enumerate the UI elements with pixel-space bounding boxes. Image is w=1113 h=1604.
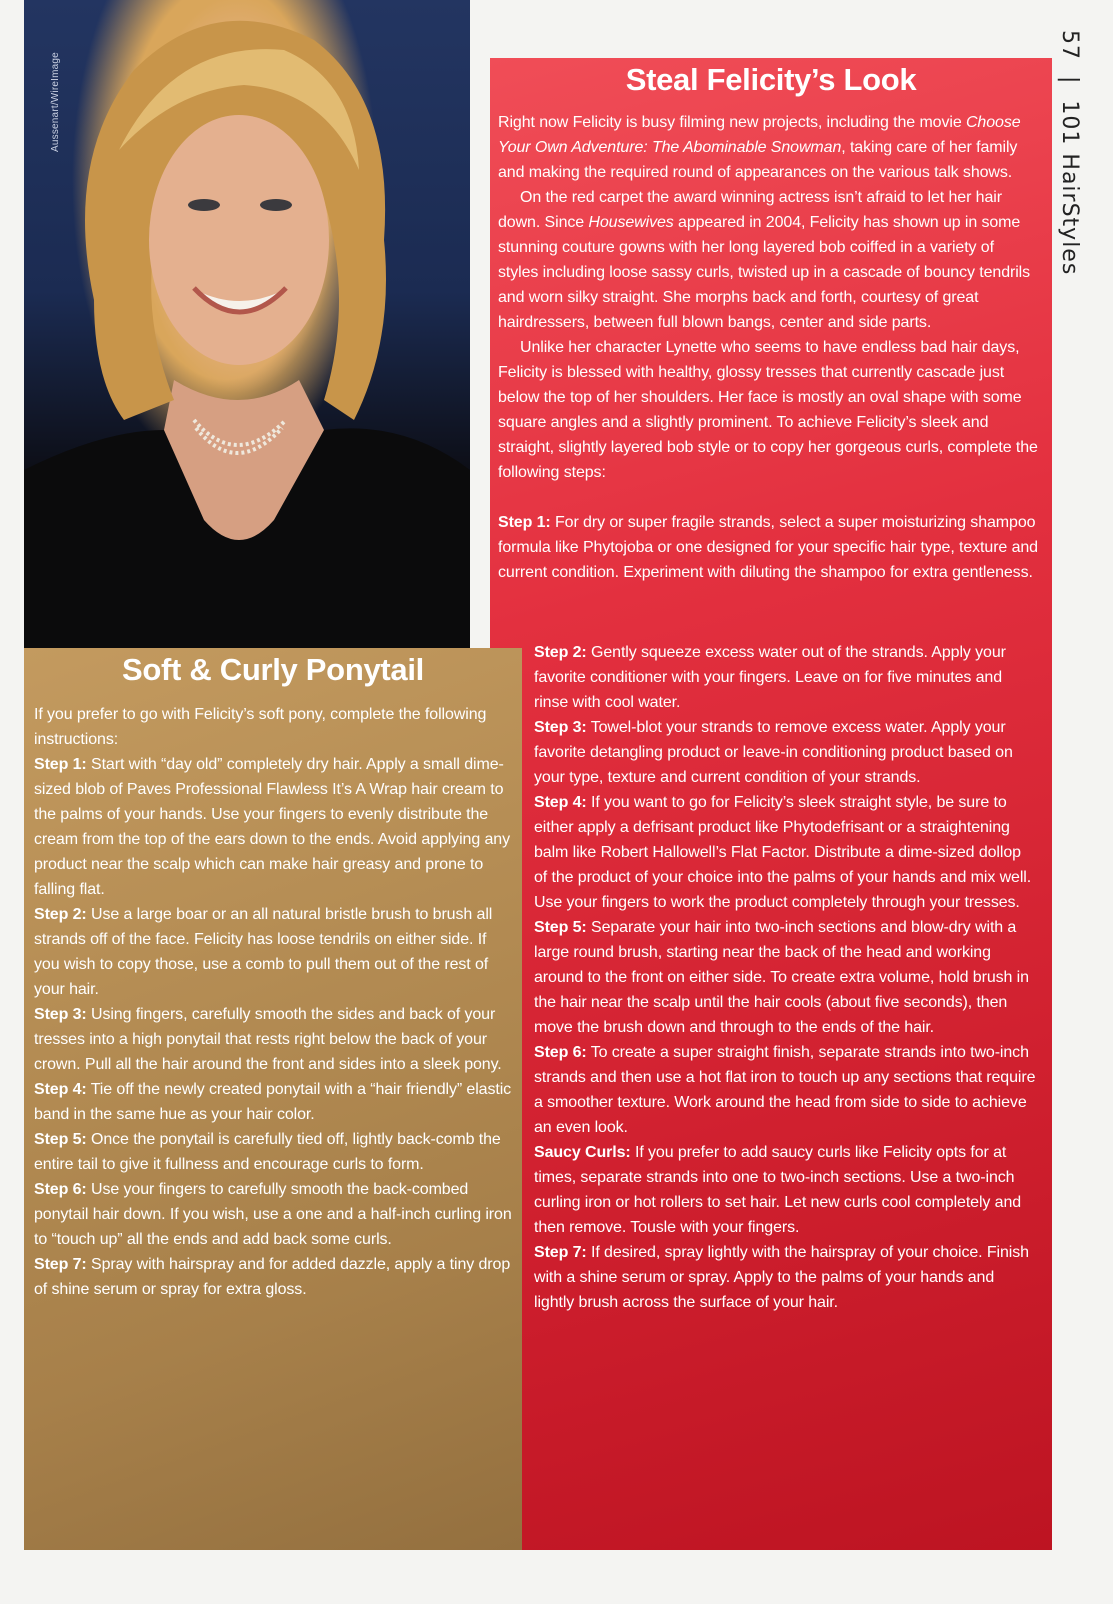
page-header: [1057, 30, 1082, 275]
main-step-6: Step 6: To create a super straight finish, separate strands into two-inch strands and then use a hot flat iron to touch up any sections that require a smoother texture. Work around the head from side to side to achieve an even look.: [534, 1044, 1036, 1136]
portrait-illustration: [24, 0, 470, 648]
sidebar-title: Soft & Curly Ponytail: [121, 652, 424, 687]
header-separator: |: [1057, 76, 1082, 85]
main-saucy-curls: Saucy Curls: If you prefer to add saucy curls like Felicity opts for at times, separate strands into one to two-inch sections. Use a two-inch curling iron or hot rollers to set hair. Let new curls cool completely and then remove. Tousle with your fingers.: [534, 1144, 1022, 1236]
main-step-7: Step 7: If desired, spray lightly with the hairspray of your choice. Finish with a shine serum or spray. Apply to the palms of your hands and lightly brush across the surface of your hair.: [534, 1244, 1029, 1311]
main-article-body-steps: [534, 640, 1038, 1315]
intro-paragraph-3: Unlike her character Lynette who seems to have endless bad hair days, Felicity is blessed with healthy, glossy tresses that currently cascade just below the top of her shoulders. Her face is mostly an oval shape with some square angles and a slightly prominent. To achieve Felicity’s sleek and straight, slightly layered bob style or to copy her gorgeous curls, complete the following steps:: [498, 339, 1038, 481]
sidebar-step-3: Step 3: Using fingers, carefully smooth the sides and back of your tresses into a high ponytail that rests right below the back of your crown. Pull all the hair around the front and sides into a sleek pony.: [34, 1006, 502, 1073]
page-number: 57: [1057, 30, 1082, 60]
main-step-3: Step 3: Towel-blot your strands to remove excess water. Apply your favorite detangling product or leave-in conditioning product based on your type, texture and current condition of your strands.: [534, 719, 1013, 786]
photo-credit: Aussenart/WireImage: [50, 52, 61, 152]
main-step-4: Step 4: If you want to go for Felicity’s sleek straight style, be sure to either apply a defrisant product like Phytodefrisant or a straightening balm like Robert Hallowell’s Flat Factor. Distribute a dime-sized dollop of the product of your choice into the palms of your hands and mix well. Use your fingers to work the product completely through your tresses.: [534, 794, 1032, 911]
intro-paragraph-1: Right now Felicity is busy filming new projects, including the movie Choose Your Own Adventure: The Abominable Snowman, taking care of her family and making the required round of appearances on the various talk shows.: [498, 114, 1021, 181]
sidebar-step-4: Step 4: Tie off the newly created ponytail with a “hair friendly” elastic band in the same hue as your hair color.: [34, 1081, 512, 1123]
sidebar-step-1: Step 1: Start with “day old” completely dry hair. Apply a small dime-sized blob of Paves Professional Flawless It’s A Wrap hair cream to the palms of your hands. Use your fingers to evenly distribute the cream from the top of the ears down to the ends. Avoid applying any product near the scalp which can make hair greasy and prone to falling flat.: [34, 756, 510, 898]
sidebar-intro: If you prefer to go with Felicity’s soft pony, complete the following instructions:: [34, 706, 487, 748]
main-article-body-top: [498, 110, 1038, 585]
main-step-5: Step 5: Separate your hair into two-inch sections and blow-dry with a large round brush, starting near the back of the head and working around to the front on either side. To create extra volume, hold brush in the hair near the scalp until the hair cools (about five seconds), then move the brush down and through to the ends of the hair.: [534, 919, 1029, 1036]
sidebar-step-5: Step 5: Once the ponytail is carefully tied off, lightly back-comb the entire tail to give it fullness and encourage curls to form.: [34, 1131, 501, 1173]
publication-name: 101 HairStyles: [1057, 100, 1082, 276]
main-step-2: Step 2: Gently squeeze excess water out of the strands. Apply your favorite conditioner with your fingers. Leave on for five minutes and rinse with cool water.: [534, 644, 1006, 711]
sidebar-step-6: Step 6: Use your fingers to carefully smooth the back-combed ponytail hair down. If you wish, use a one and a half-inch curling iron to “touch up” all the ends and add back some curls.: [34, 1181, 512, 1248]
main-step-1: Step 1: For dry or super fragile strands, select a super moisturizing shampoo formula like Phytojoba or one designed for your specific hair type, texture and current condition. Experiment with diluting the shampoo for extra gentleness.: [498, 514, 1038, 581]
intro-paragraph-2: On the red carpet the award winning actress isn’t afraid to let her hair down. Since Housewives appeared in 2004, Felicity has shown up in some stunning couture gowns with her long layered bob coiffed in a variety of styles including loose sassy curls, twisted up in a cascade of bouncy tendrils and worn silky straight. She morphs back and forth, courtesy of great hairdressers, between full blown bangs, center and side parts.: [498, 189, 1031, 331]
sidebar-step-2: Step 2: Use a large boar or an all natural bristle brush to brush all strands off of the face. Felicity has loose tendrils on either side. If you wish to copy those, use a comb to pull them out of the rest of your hair.: [34, 906, 493, 998]
main-article-title: Steal Felicity’s Look: [625, 62, 917, 97]
sidebar-body: [34, 702, 512, 1302]
portrait-photo: [24, 0, 470, 648]
sidebar-step-7: Step 7: Spray with hairspray and for added dazzle, apply a tiny drop of shine serum or spray for extra gloss.: [34, 1256, 511, 1298]
